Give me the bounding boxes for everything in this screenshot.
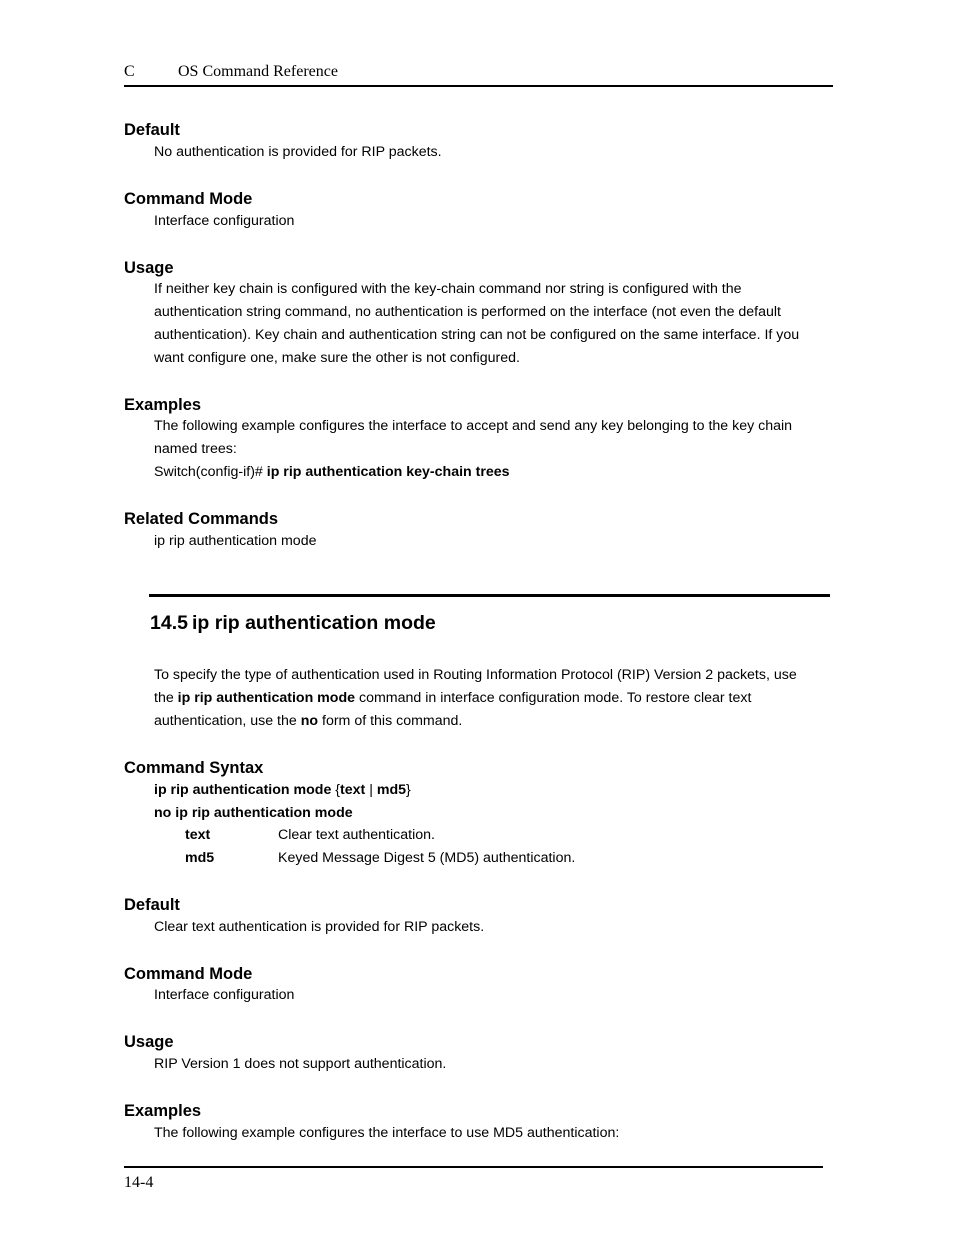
syntax-no-command: no ip rip authentication mode [154, 805, 353, 821]
section-rule [149, 594, 830, 597]
param-description: Keyed Message Digest 5 (MD5) authentication. [278, 850, 576, 866]
default-heading: Default [124, 121, 180, 139]
usage-text [154, 278, 830, 370]
intro-command: ip rip authentication mode [177, 690, 356, 706]
section-default-heading: Default [124, 896, 180, 914]
section-command-mode-heading: Command Mode [124, 965, 253, 983]
section-number: 14.5 [150, 612, 188, 634]
page-footer [124, 1166, 823, 1191]
page-number: 14-4 [124, 1174, 154, 1191]
intro-line [154, 710, 830, 733]
intro-line [154, 687, 830, 710]
intro-text: command in interface configuration mode. To restore clear text [355, 690, 752, 706]
command-mode-text: Interface configuration [154, 213, 295, 229]
param-keyword: text [185, 827, 211, 843]
intro-no-keyword: no [300, 713, 319, 729]
section-default-text: Clear text authentication is provided for RIP packets. [154, 919, 485, 935]
default-text: No authentication is provided for RIP packets. [154, 144, 442, 160]
syntax-option: text [340, 782, 366, 798]
usage-line: authentication). Key chain and authentication string can not be configured on the same interface. If you [154, 327, 800, 343]
syntax-option: md5 [376, 782, 407, 798]
section-examples-heading: Examples [124, 1102, 202, 1120]
section-title [150, 611, 436, 635]
usage-line: If neither key chain is configured with the key-chain command nor string is configured with the [154, 281, 742, 297]
examples-text [154, 415, 830, 484]
usage-line: authentication string command, no authentication is performed on the interface (not even the default [154, 304, 782, 320]
related-commands-heading: Related Commands [124, 510, 279, 528]
intro-line: To specify the type of authentication used in Routing Information Protocol (RIP) Version 2 packets, use [154, 667, 797, 683]
usage-line: want configure one, make sure the other is not configured. [154, 350, 520, 366]
intro-text: authentication, use the [154, 713, 301, 729]
section-command-mode-text: Interface configuration [154, 987, 295, 1003]
command-mode-heading: Command Mode [124, 190, 253, 208]
examples-heading: Examples [124, 396, 202, 414]
param-description: Clear text authentication. [278, 827, 435, 843]
example-command-line [154, 461, 830, 484]
syntax-brace: } [406, 782, 411, 798]
command-syntax-lines [154, 779, 830, 825]
header-chapter-letter: C [124, 63, 135, 80]
header-title: OS Command Reference [178, 63, 338, 80]
cli-prompt: Switch(config-if)# [154, 464, 267, 480]
cli-command: ip rip authentication key-chain trees [266, 464, 510, 480]
syntax-command: ip rip authentication mode [154, 782, 332, 798]
syntax-separator: | [365, 782, 377, 798]
usage-heading: Usage [124, 259, 174, 277]
examples-line: named trees: [154, 441, 237, 457]
section-intro [154, 664, 830, 733]
section-title-text: ip rip authentication mode [192, 612, 436, 634]
section-usage-text: RIP Version 1 does not support authentication. [154, 1056, 447, 1072]
examples-line: The following example configures the interface to accept and send any key belonging to the key chain [154, 418, 793, 434]
page-header [124, 62, 833, 87]
param-keyword: md5 [185, 850, 215, 866]
intro-text: form of this command. [318, 713, 463, 729]
syntax-brace: { [331, 782, 341, 798]
syntax-line [154, 802, 830, 825]
intro-text: the [154, 690, 178, 706]
section-examples-text: The following example configures the interface to use MD5 authentication: [154, 1125, 620, 1141]
command-syntax-heading: Command Syntax [124, 759, 264, 777]
section-usage-heading: Usage [124, 1033, 174, 1051]
related-commands-text: ip rip authentication mode [154, 533, 317, 549]
syntax-line [154, 779, 830, 802]
